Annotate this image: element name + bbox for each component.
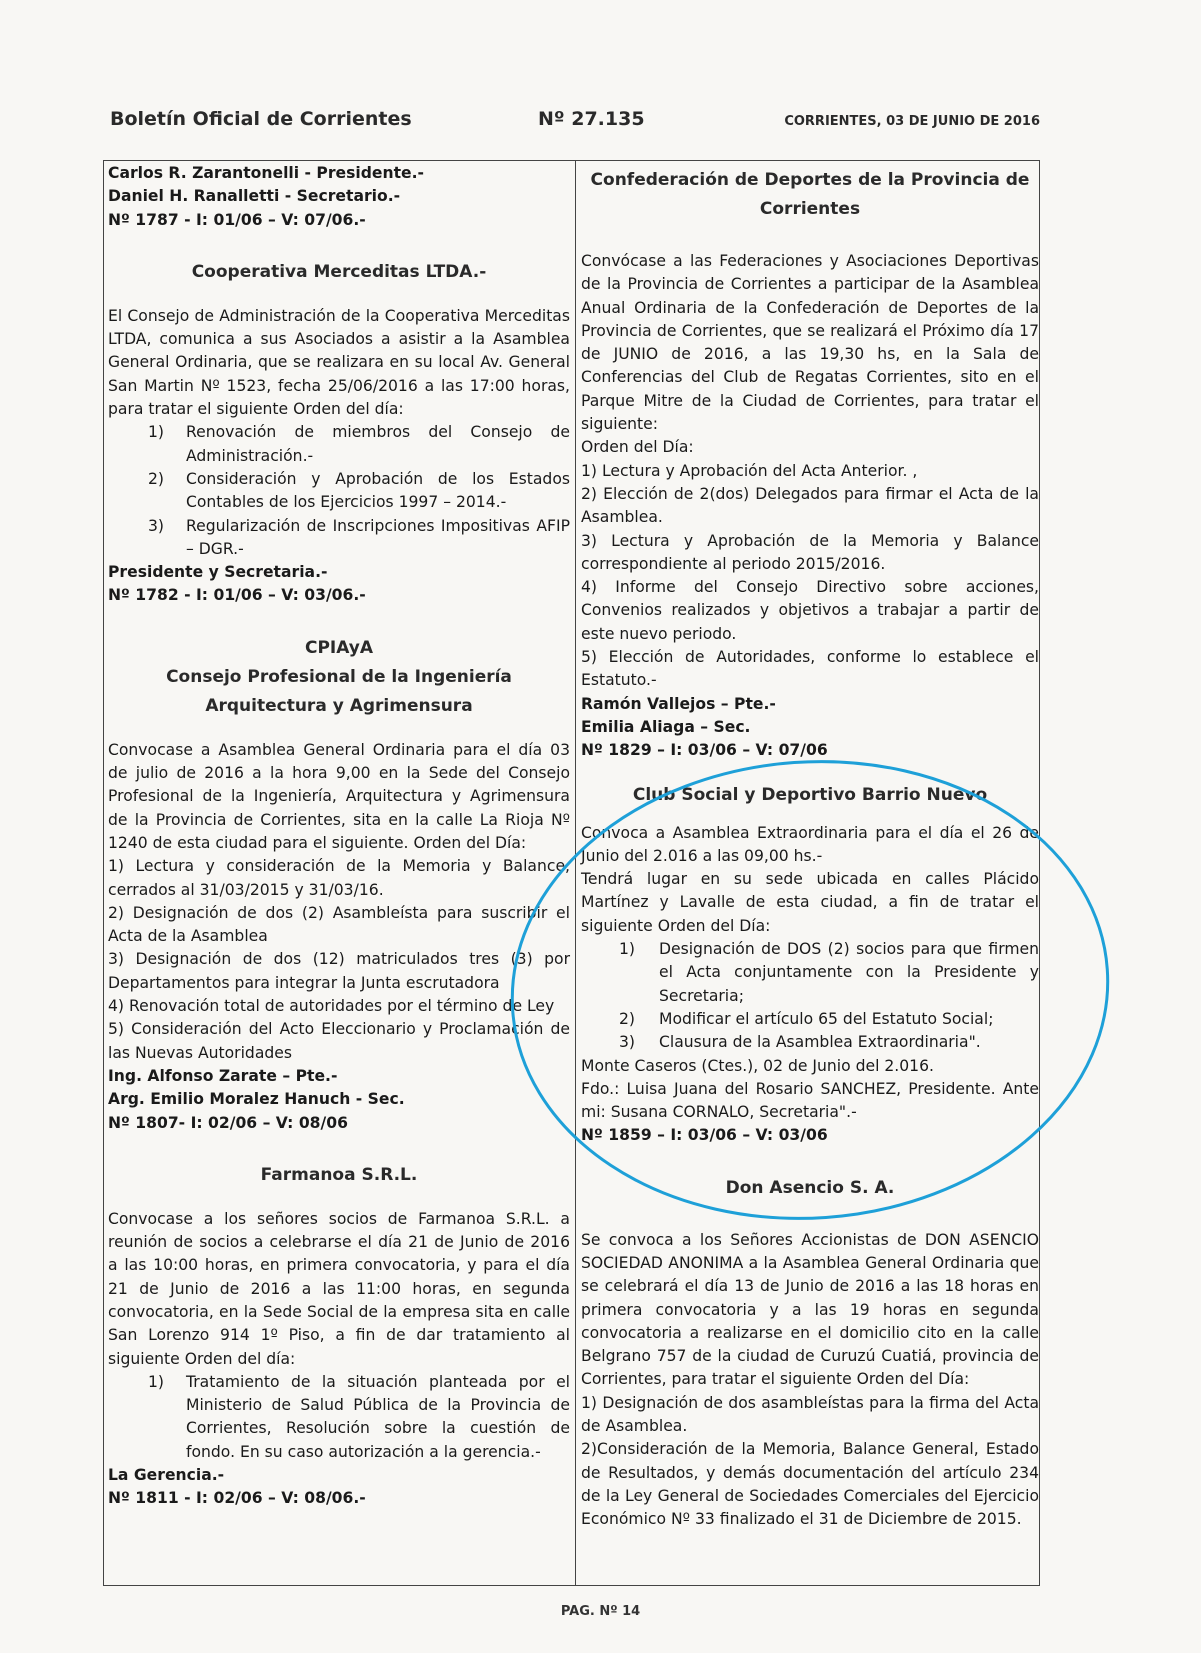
notice-subtitle: Arquitectura y Agrimensura: [205, 695, 473, 716]
page-header: [110, 108, 1040, 138]
agenda-item: 3) Regularización de Inscripciones Impositivas AFIP – DGR.-: [148, 516, 570, 558]
agenda-item: 2) Elección de 2(dos) Delegados para firmar el Acta de la Asamblea.: [581, 484, 1039, 527]
agenda-item: 4) Renovación total de autoridades por el término de Ley: [108, 997, 555, 1016]
agenda-item: 1) Designación de dos asambleístas para la firma del Acta de Asamblea.: [581, 1393, 1039, 1436]
notice-ref: Nº 1807- I: 02/06 – V: 08/06: [108, 1113, 348, 1132]
agenda-item: 1) Lectura y Aprobación del Acta Anterior. ,: [581, 461, 918, 480]
agenda-item: 1) Designación de DOS (2) socios para que firmen el Acta conjuntamente con la Presidente y Secretaria;: [619, 940, 1039, 1005]
right-column: [581, 160, 1039, 1532]
notice-body: Convocase a los señores socios de Farmanoa S.R.L. a reunión de socios a celebrarse el día 21 de Junio de 2016 a las 10:00 horas, en primera convocatoria, y para el día 21 de Junio de 2016 a las 11:00 horas, en segunda convocatoria, en la Sede Social de la empresa sita en calle San Lorenzo 914 1º Piso, a fin de dar tratamiento al siguiente Orden del día:: [108, 1209, 570, 1368]
notice-signature: La Gerencia.-: [108, 1466, 225, 1485]
notice-ref: Nº 1859 – I: 03/06 – V: 03/06: [581, 1126, 828, 1145]
agenda-item: 1) Tratamiento de la situación planteada por el Ministerio de Salud Pública de la Provincia de Corrientes, Resolución sobre la cuestión de fondo. En su caso autorización a la gerencia.-: [148, 1372, 570, 1461]
agenda-item: 4) Informe del Consejo Directivo sobre acciones, Convenios realizados y objetivos a trabajar a partir de este nuevo periodo.: [581, 578, 1039, 643]
agenda-item: 3) Lectura y Aprobación de la Memoria y Balance correspondiente al periodo 2015/2016.: [581, 531, 1039, 573]
notice-title: CPIAyA: [304, 637, 374, 658]
notice-cpiaya: [108, 634, 570, 1135]
agenda-item: 3) Designación de dos (12) matriculados tres (3) por Departamentos para integrar la Junta escrutadora: [108, 950, 570, 992]
agenda-item: 5) Consideración del Acto Eleccionario y Proclamación de las Nuevas Autoridades: [108, 1020, 570, 1062]
issue-date: CORRIENTES, 03 DE JUNIO DE 2016: [784, 114, 1040, 129]
notice-club-barrio-nuevo: [581, 781, 1039, 1148]
notice-title: Farmanoa S.R.L.: [260, 1164, 418, 1185]
agenda-list: [108, 1371, 570, 1464]
notice-body: Convócase a las Federaciones y Asociaciones Deportivas de la Provincia de Corrientes a participar de la Asamblea Anual Ordinaria de la Confederación de Deportes de la Provincia de Corrientes, que se realizará el Próximo día 17 de JUNIO de 2016, a las 19,30 hs, en la Sala de Conferencias del Club de Regatas Corrientes, sito en el Parque Mitre de la Ciudad de Corrientes, para tratar el siguiente:: [581, 252, 1039, 434]
notice-body: Se convoca a los Señores Accionistas de DON ASENCIO SOCIEDAD ANONIMA a la Asamblea General Ordinaria que se celebrará el día 13 de Junio de 2016 a las 18 horas en primera convocatoria y a las 19 horas en segunda convocatoria a realizarse en el domicilio cito en la calle Belgrano 757 de la ciudad de Curuzú Cuatiá, provincia de Corrientes, para tratar el siguiente Orden del Día:: [581, 1230, 1039, 1389]
notice-signature: Ing. Alfonso Zarate – Pte.-: [108, 1066, 338, 1085]
notice-body: Convoca a Asamblea Extraordinaria para el día el 26 de Junio del 2.016 a las 09,00 hs.-: [581, 823, 1039, 865]
notice-title: Confederación de Deportes de la Provincia de: [590, 170, 1030, 190]
page-number: PAG. Nº 14: [560, 1604, 641, 1619]
notice-title: Don Asencio S. A.: [725, 1177, 895, 1198]
notice-title: Cooperativa Merceditas LTDA.-: [191, 261, 487, 282]
notice-ref: Nº 1787 - I: 01/06 – V: 07/06.-: [108, 210, 366, 229]
agenda-item: 5) Elección de Autoridades, conforme lo establece el Estatuto.-: [581, 648, 1039, 690]
notice-cooperativa: [108, 258, 570, 608]
agenda-list: [581, 938, 1039, 1054]
agenda-heading: Orden del Día:: [581, 438, 694, 457]
sign-secretary: Daniel H. Ranalletti - Secretario.-: [108, 187, 401, 206]
notice-body: Tendrá lugar en su sede ubicada en calles Plácido Martínez y Lavalle de esta ciudad, a fin de tratar el siguiente Orden del Día:: [581, 870, 1039, 935]
agenda-item: 1) Lectura y consideración de la Memoria y Balance, cerrados al 31/03/2015 y 31/03/16.: [108, 857, 570, 899]
notice-confederacion: [581, 166, 1039, 763]
sign-president: Carlos R. Zarantonelli - Presidente.-: [108, 164, 425, 182]
notice-farmanoa: [108, 1161, 570, 1511]
notice-signature: Emilia Aliaga – Sec.: [581, 717, 751, 736]
notice-ref: Nº 1811 - I: 02/06 – V: 08/06.-: [108, 1489, 366, 1508]
left-column: [108, 160, 570, 1511]
notice-title: Club Social y Deportivo Barrio Nuevo: [632, 784, 988, 805]
notice-subtitle: Consejo Profesional de la Ingeniería: [166, 666, 512, 687]
agenda-item: 1) Renovación de miembros del Consejo de Administración.-: [148, 423, 570, 465]
notice-signature: Ramón Vallejos – Pte.-: [581, 694, 776, 713]
agenda-item: 2) Designación de dos (2) Asambleísta para suscribir el Acta de la Asamblea: [108, 903, 570, 946]
notice-body: El Consejo de Administración de la Cooperativa Merceditas LTDA, comunica a sus Asociados a asistir a la Asamblea General Ordinaria, que se realizara en su local Av. General San Martin Nº 1523, fecha 25/06/2016 a las 17:00 horas, para tratar el siguiente Orden del día:: [108, 306, 570, 419]
agenda-item: 2)Consideración de la Memoria, Balance General, Estado de Resultados, y demás documentación del artículo 234 de la Ley General de Sociedades Comerciales del Ejercicio Económico Nº 33 finalizado el 31 de Diciembre de 2015.: [581, 1440, 1039, 1529]
issue-number: Nº 27.135: [538, 108, 645, 130]
agenda-item: 3) Clausura de la Asamblea Extraordinaria".: [619, 1033, 981, 1052]
agenda-list: [108, 421, 570, 561]
notice-title: Corrientes: [759, 199, 861, 219]
notice-signature: Presidente y Secretaria.-: [108, 563, 328, 582]
notice-body: Convocase a Asamblea General Ordinaria para el día 03 de julio de 2016 a la hora 9,00 en la Sede del Consejo Profesional de la Ingeniería, Arquitectura y Agrimensura de la Provincia de Corrientes, sita en la calle La Rioja Nº 1240 de esta ciudad para el siguiente. Orden del Día:: [108, 740, 570, 852]
column-divider: [575, 160, 576, 1586]
notice-signature: Fdo.: Luisa Juana del Rosario SANCHEZ, Presidente. Ante mi: Susana CORNALO, Secretaria".-: [581, 1079, 1039, 1122]
notice-ref: Nº 1829 – I: 03/06 – V: 07/06: [581, 741, 828, 760]
agenda-item: 2) Modificar el artículo 65 del Estatuto Social;: [619, 1009, 994, 1028]
publication-title: Boletín Oficial de Corrientes: [110, 108, 412, 130]
notice-ref: Nº 1782 - I: 01/06 – V: 03/06.-: [108, 586, 366, 605]
notice-don-asencio: [581, 1174, 1039, 1532]
agenda-item: 2) Consideración y Aprobación de los Estados Contables de los Ejercicios 1997 – 2014.-: [148, 469, 570, 512]
notice-signature: Arg. Emilio Moralez Hanuch - Sec.: [108, 1090, 405, 1109]
notice-place-date: Monte Caseros (Ctes.), 02 de Junio del 2.016.: [581, 1056, 934, 1075]
